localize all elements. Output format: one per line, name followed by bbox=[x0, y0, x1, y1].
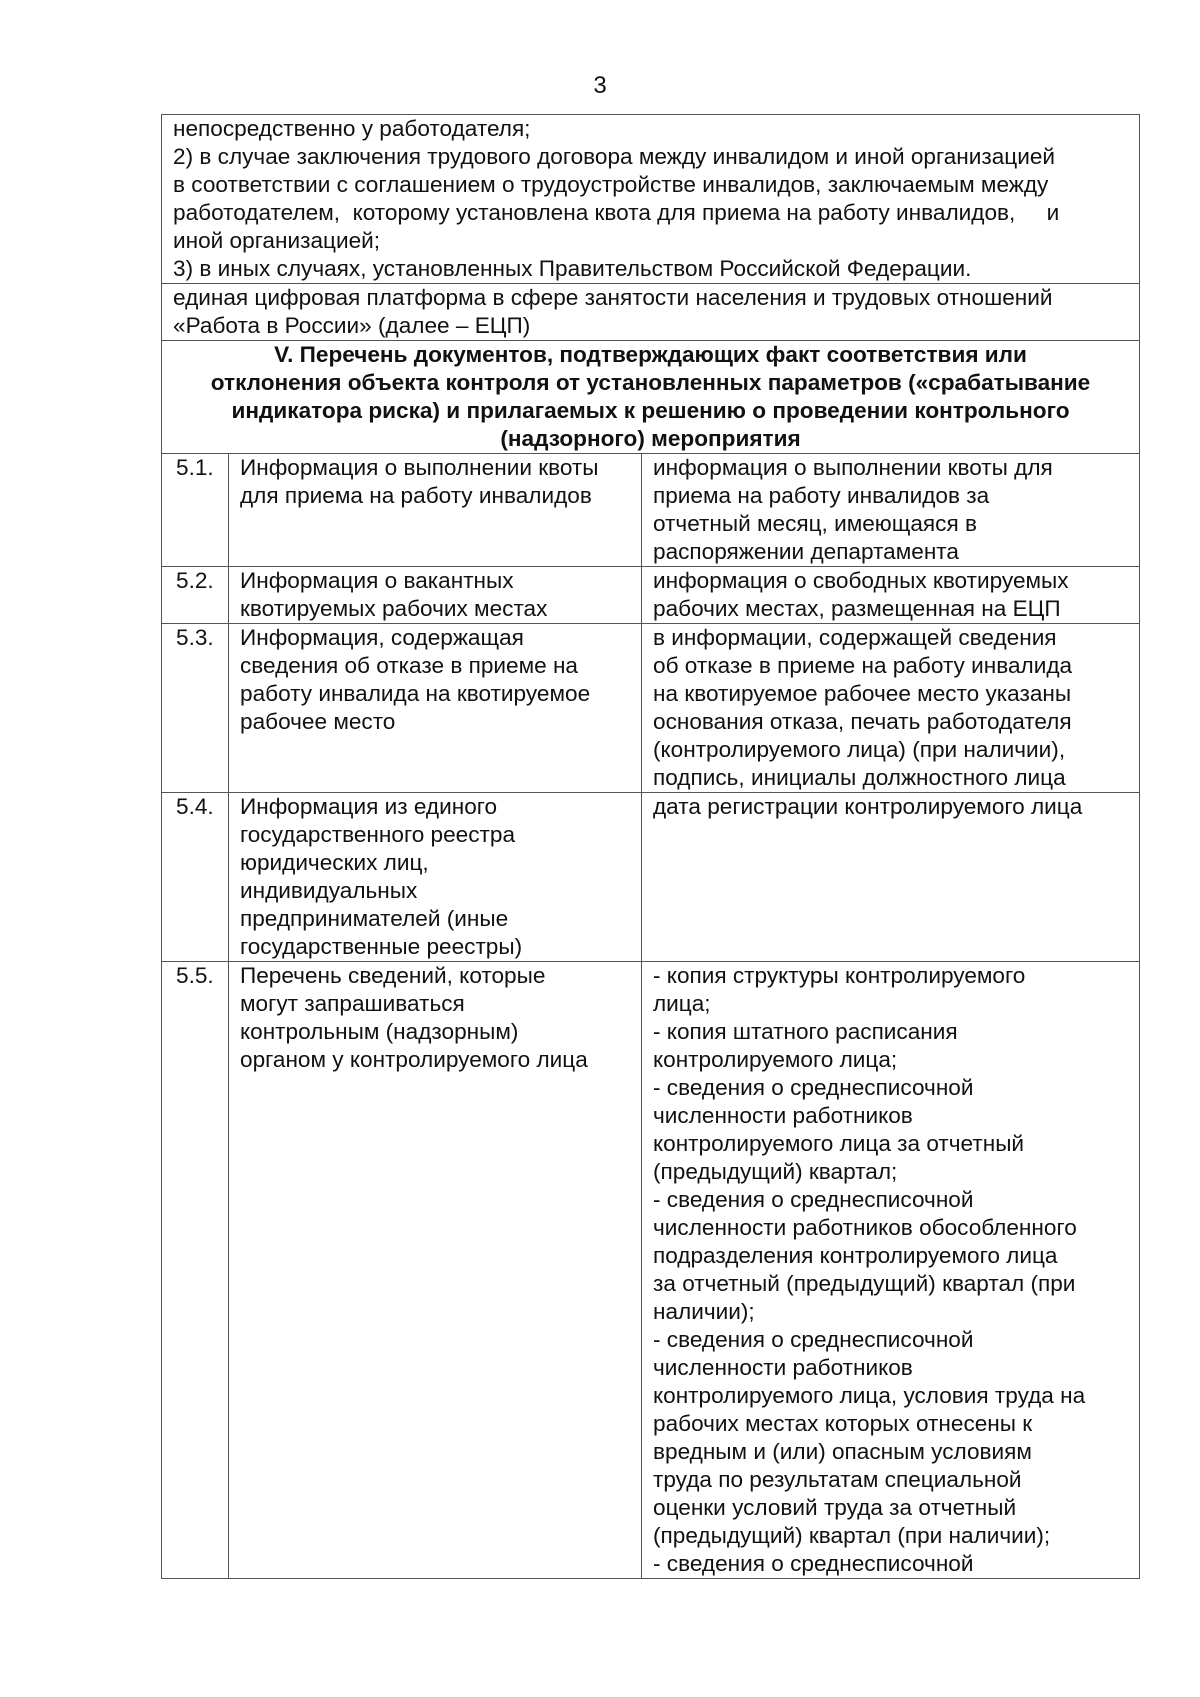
section-heading-line: V. Перечень документов, подтверждающих факт соответствия или bbox=[274, 342, 1027, 367]
document-details-line: численности работников bbox=[653, 1355, 913, 1380]
document-details-line: численности работников обособленного bbox=[653, 1215, 1077, 1240]
document-name-line: государственные реестры) bbox=[240, 934, 523, 959]
document-name-cell bbox=[229, 567, 642, 624]
document-details-line: контролируемого лица за отчетный bbox=[653, 1131, 1025, 1156]
document-details-line: труда по результатам специальной bbox=[653, 1467, 1022, 1492]
document-name-line: индивидуальных bbox=[240, 878, 418, 903]
row-number: 5.2. bbox=[162, 567, 229, 624]
document-details-cell bbox=[642, 793, 1140, 962]
intro-line: 3) в иных случаях, установленных Правительством Российской Федерации. bbox=[173, 256, 972, 281]
platform-cell bbox=[162, 284, 1140, 341]
document-name-cell bbox=[229, 624, 642, 793]
intro-line: 2) в случае заключения трудового договора между инвалидом и иной организацией bbox=[173, 144, 1056, 169]
document-details-line: (контролируемого лица) (при наличии), bbox=[653, 737, 1066, 762]
platform-line: «Работа в России» (далее – ЕЦП) bbox=[173, 313, 531, 338]
document-name-line: Перечень сведений, которые bbox=[240, 963, 546, 988]
document-name-line: работу инвалида на квотируемое bbox=[240, 681, 591, 706]
document-details-line: (предыдущий) квартал; bbox=[653, 1159, 898, 1184]
section-heading-line: (надзорного) мероприятия bbox=[500, 426, 801, 451]
document-details-line: - сведения о среднесписочной bbox=[653, 1075, 974, 1100]
document-details-line: - копия структуры контролируемого bbox=[653, 963, 1026, 988]
document-details-line: рабочих местах, размещенная на ЕЦП bbox=[653, 596, 1061, 621]
document-details-line: - сведения о среднесписочной bbox=[653, 1551, 974, 1576]
document-details-line: оценки условий труда за отчетный bbox=[653, 1495, 1017, 1520]
intro-line: в соответствии с соглашением о трудоустройстве инвалидов, заключаемым между bbox=[173, 172, 1049, 197]
document-name-line: для приема на работу инвалидов bbox=[240, 483, 592, 508]
document-details-line: вредным и (или) опасным условиям bbox=[653, 1439, 1032, 1464]
regulation-table bbox=[161, 114, 1140, 1579]
document-name-line: юридических лиц, bbox=[240, 850, 429, 875]
document-details-line: информация о выполнении квоты для bbox=[653, 455, 1053, 480]
row-number: 5.3. bbox=[162, 624, 229, 793]
document-details-line: в информации, содержащей сведения bbox=[653, 625, 1057, 650]
document-details-line: контролируемого лица, условия труда на bbox=[653, 1383, 1086, 1408]
document-details-line: численности работников bbox=[653, 1103, 913, 1128]
document-details-line: основания отказа, печать работодателя bbox=[653, 709, 1072, 734]
document-name-line: рабочее место bbox=[240, 709, 396, 734]
document-name-line: государственного реестра bbox=[240, 822, 516, 847]
document-name-cell bbox=[229, 962, 642, 1579]
section-heading-line: отклонения объекта контроля от установленных параметров («срабатывание bbox=[210, 370, 1091, 395]
document-name-cell bbox=[229, 793, 642, 962]
intro-cell bbox=[162, 115, 1140, 284]
section-heading-line: индикатора риска) и прилагаемых к решению о проведении контрольного bbox=[231, 398, 1070, 423]
intro-line: непосредственно у работодателя; bbox=[173, 116, 531, 141]
document-details-line: на квотируемое рабочее место указаны bbox=[653, 681, 1072, 706]
document-details-line: - сведения о среднесписочной bbox=[653, 1187, 974, 1212]
table-row bbox=[162, 567, 1140, 624]
document-name-line: предпринимателей (иные bbox=[240, 906, 509, 931]
document-details-line: контролируемого лица; bbox=[653, 1047, 898, 1072]
intro-line: работодателем, которому установлена квота для приема на работу инвалидов, и bbox=[173, 200, 1060, 225]
table-row bbox=[162, 793, 1140, 962]
document-details-line: дата регистрации контролируемого лица bbox=[653, 794, 1083, 819]
document-details-line: подразделения контролируемого лица bbox=[653, 1243, 1058, 1268]
document-details-line: подпись, инициалы должностного лица bbox=[653, 765, 1066, 790]
document-details-cell bbox=[642, 962, 1140, 1579]
document-name-line: квотируемых рабочих местах bbox=[240, 596, 548, 621]
document-details-line: об отказе в приеме на работу инвалида bbox=[653, 653, 1073, 678]
document-name-line: Информация о вакантных bbox=[240, 568, 514, 593]
document-details-line: лица; bbox=[653, 991, 711, 1016]
document-details-line: распоряжении департамента bbox=[653, 539, 959, 564]
document-details-line: приема на работу инвалидов за bbox=[653, 483, 990, 508]
document-name-line: Информация о выполнении квоты bbox=[240, 455, 599, 480]
document-details-line: (предыдущий) квартал (при наличии); bbox=[653, 1523, 1051, 1548]
document-name-line: сведения об отказе в приеме на bbox=[240, 653, 579, 678]
row-number: 5.4. bbox=[162, 793, 229, 962]
document-details-cell bbox=[642, 454, 1140, 567]
document-name-line: Информация из единого bbox=[240, 794, 498, 819]
document-details-line: - сведения о среднесписочной bbox=[653, 1327, 974, 1352]
document-details-line: - копия штатного расписания bbox=[653, 1019, 958, 1044]
section-heading bbox=[162, 341, 1140, 454]
table-row bbox=[162, 962, 1140, 1579]
row-number: 5.5. bbox=[162, 962, 229, 1579]
document-details-line: наличии); bbox=[653, 1299, 755, 1324]
document-name-line: контрольным (надзорным) bbox=[240, 1019, 519, 1044]
document-details-cell bbox=[642, 624, 1140, 793]
table-row bbox=[162, 624, 1140, 793]
document-details-line: за отчетный (предыдущий) квартал (при bbox=[653, 1271, 1076, 1296]
document-details-cell bbox=[642, 567, 1140, 624]
page-number: 3 bbox=[593, 72, 607, 99]
document-name-cell bbox=[229, 454, 642, 567]
document-details-line: информация о свободных квотируемых bbox=[653, 568, 1069, 593]
document-details-line: отчетный месяц, имеющаяся в bbox=[653, 511, 977, 536]
document-name-line: органом у контролируемого лица bbox=[240, 1047, 588, 1072]
section-heading-row bbox=[162, 341, 1140, 454]
intro-line: иной организацией; bbox=[173, 228, 381, 253]
row-number: 5.1. bbox=[162, 454, 229, 567]
document-name-line: Информация, содержащая bbox=[240, 625, 524, 650]
platform-line: единая цифровая платформа в сфере занятости населения и трудовых отношений bbox=[173, 285, 1053, 310]
document-name-line: могут запрашиваться bbox=[240, 991, 465, 1016]
document-details-line: рабочих местах которых отнесены к bbox=[653, 1411, 1033, 1436]
intro-row bbox=[162, 115, 1140, 284]
table-row bbox=[162, 454, 1140, 567]
platform-row bbox=[162, 284, 1140, 341]
